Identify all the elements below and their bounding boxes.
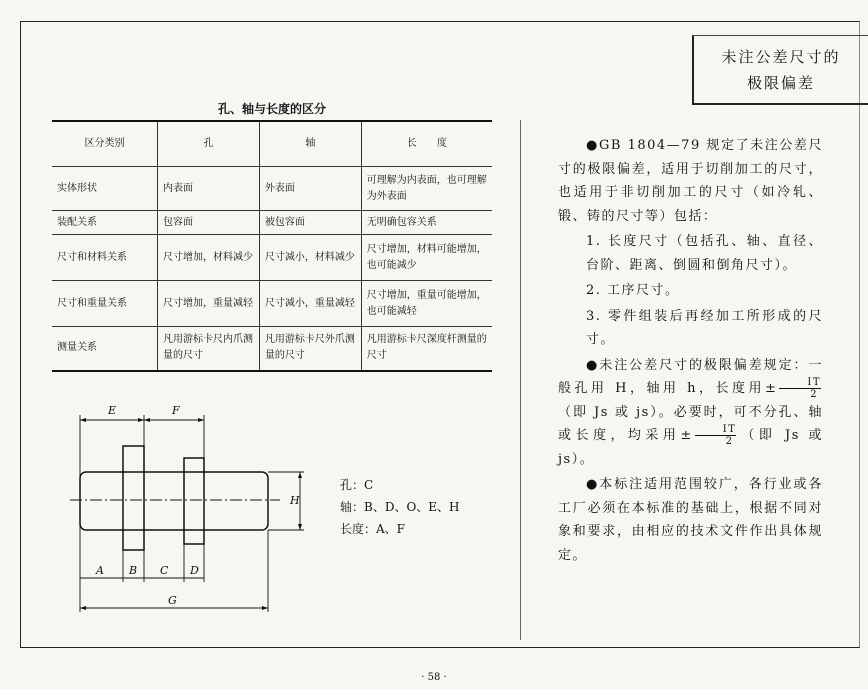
- table-cell: 包容面: [158, 211, 260, 235]
- header-shaft: 轴: [259, 121, 361, 167]
- table-row: [52, 327, 492, 371]
- table-header-row: [52, 121, 492, 167]
- column-divider: [520, 120, 521, 640]
- table-cell: 尺寸和重量关系: [52, 281, 158, 327]
- bullet-icon: ●: [586, 357, 600, 373]
- body-text: [558, 134, 823, 569]
- shaft-drawing: [68, 400, 318, 620]
- table-cell: 实体形状: [52, 167, 158, 211]
- fraction: $\frac{IT}{2}$: [779, 377, 821, 400]
- table-cell: 装配关系: [52, 211, 158, 235]
- table-row: [52, 167, 492, 211]
- table-cell: 尺寸增加，材料减少: [158, 235, 260, 281]
- bullet-icon: ●: [586, 477, 600, 492]
- table-cell: 无明确包容关系: [361, 211, 492, 235]
- dim-label-h: H: [290, 494, 300, 507]
- dim-label-a: A: [96, 564, 104, 577]
- list-item: 1. 长度尺寸（包括孔、轴、直径、台阶、距离、倒圆和倒角尺寸）。: [586, 234, 823, 273]
- header-hole: 孔: [158, 121, 260, 167]
- table-cell: 内表面: [158, 167, 260, 211]
- title-line-2: 极限偏差: [746, 74, 815, 92]
- fraction: $\frac{IT}{2}$: [695, 424, 737, 447]
- dim-label-c: C: [160, 564, 169, 577]
- paragraph: ●未注公差尺寸的极限偏差规定：一般孔用 H，轴用 h，长度用± $\frac{IT}{2}$ （即 Js 或 js）。必要时，可不分孔、轴或长度，均采用± $\frac{IT}{2}$ （即 Js 或 js）。: [558, 357, 823, 467]
- collar-d: [184, 458, 204, 544]
- table-cell: 尺寸减小，材料减少: [259, 235, 361, 281]
- table-cell: 尺寸增加，重量可能增加，也可能减轻: [361, 281, 492, 327]
- shaft-body: [80, 472, 268, 530]
- header-category: 区分类别: [52, 121, 158, 167]
- legend-shaft: 轴：B、D、O、E、H: [340, 500, 460, 514]
- header-length: 长 度: [361, 121, 492, 167]
- table-cell: 凡用游标卡尺外爪测量的尺寸: [259, 327, 361, 371]
- table-row: [52, 281, 492, 327]
- table-cell: 凡用游标卡尺深度杆测量的尺寸: [361, 327, 492, 371]
- list-item: 2. 工序尺寸。: [586, 283, 680, 298]
- dim-label-g: G: [168, 594, 177, 607]
- bullet-icon: ●: [586, 138, 599, 153]
- table-cell: 尺寸增加，材料可能增加，也可能减少: [361, 235, 492, 281]
- dim-label-b: B: [129, 564, 138, 577]
- collar-b: [123, 446, 144, 550]
- table-cell: 测量关系: [52, 327, 158, 371]
- table-cell: 被包容面: [259, 211, 361, 235]
- drawing-legend: [340, 474, 460, 540]
- table-cell: 尺寸和材料关系: [52, 235, 158, 281]
- table-row: [52, 235, 492, 281]
- paragraph: ●GB 1804—79 规定了未注公差尺寸的极限偏差，适用于切削加工的尺寸，也适用于非切削加工的尺寸（如冷轧、锻、铸的尺寸等）包括：: [558, 138, 823, 224]
- legend-hole: 孔：C: [340, 478, 374, 492]
- table-cell: 外表面: [259, 167, 361, 211]
- page-number: · 58 ·: [421, 672, 447, 683]
- table-caption: 孔、轴与长度的区分: [217, 102, 326, 116]
- dim-label-e: E: [108, 404, 117, 417]
- comparison-table: [52, 120, 492, 372]
- dim-label-f: F: [172, 404, 180, 417]
- title-line-1: 未注公差尺寸的: [721, 48, 841, 66]
- legend-length: 长度：A、F: [340, 522, 405, 536]
- list-item: 3. 零件组装后再经加工所形成的尺寸。: [586, 308, 823, 347]
- table-row: [52, 211, 492, 235]
- dim-label-d: D: [190, 564, 199, 577]
- table-cell: 凡用游标卡尺内爪测量的尺寸: [158, 327, 260, 371]
- section-title-box: [692, 35, 868, 105]
- paragraph: ●本标注适用范围较广，各行业或各工厂必须在本标准的基础上，根据不同对象和要求，由相应的技术文件作出具体规定。: [558, 477, 823, 563]
- table-cell: 可理解为内表面，也可理解为外表面: [361, 167, 492, 211]
- table-cell: 尺寸增加，重量减轻: [158, 281, 260, 327]
- table-cell: 尺寸减小，重量减轻: [259, 281, 361, 327]
